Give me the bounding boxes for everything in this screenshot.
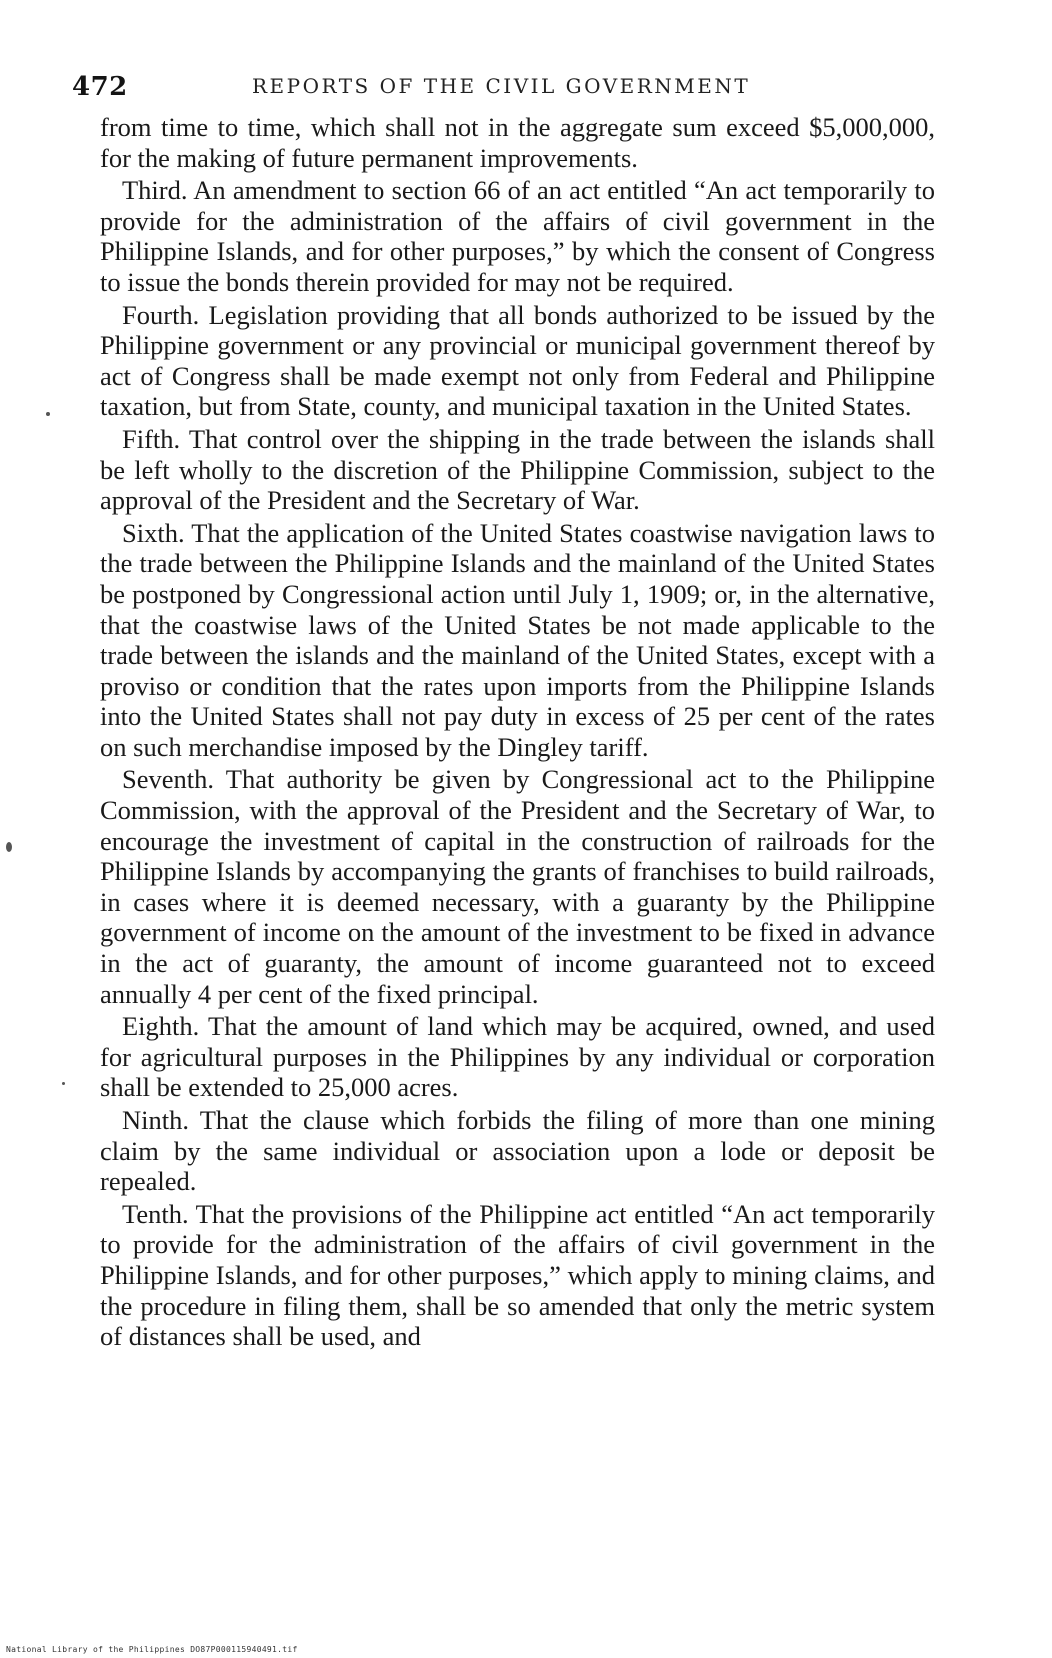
paragraph-third: Third. An amendment to section 66 of an act entitled “An act temporarily to provide for the administration of the affairs of civil government in the Philippine Islands, and for other purposes,” by which the consent of Congress to issue the bonds therein provided for may not be required. [100, 175, 935, 297]
scan-speck [6, 842, 12, 852]
running-head: REPORTS OF THE CIVIL GOVERNMENT [252, 74, 751, 98]
paragraph-fifth: Fifth. That control over the shipping in the trade between the islands shall be left wholly to the discretion of the Philippine Commission, subject to the approval of the President and the Secretary of War. [100, 423, 935, 516]
paragraph-tenth: Tenth. That the provisions of the Philippine act entitled “An act temporarily to provide for the administration of the affairs of civil government in the Philippine Islands, and for other purposes,” which apply to mining claims, and the procedure in filing them, shall be so amended that only the metric system of distances shall be used, and [100, 1198, 935, 1352]
page-header [72, 68, 932, 108]
paragraph-eighth: Eighth. That the amount of land which may be acquired, owned, and used for agricultural purposes in the Philippines by any individual or corporation shall be extended to 25,000 acres. [100, 1011, 935, 1103]
body-text [100, 112, 935, 1352]
page-number: 472 [72, 72, 128, 102]
paragraph-sixth: Sixth. That the application of the United States coastwise navigation laws to the trade between the Philippine Islands and the mainland of the United States be postponed by Congressional action until July 1, 1909; or, in the alternative, that the coastwise laws of the United States be not made applicable to the trade between the islands and the mainland of the United States, except with a proviso or condition that the rates upon imports from the Philippine Islands into the United States shall not pay duty in excess of 25 per cent of the rates on such merchandise imposed by the Dingley tariff. [100, 517, 935, 762]
paragraph-continuation: from time to time, which shall not in the aggregate sum exceed $5,000,000, for the making of future permanent improvements. [100, 112, 935, 173]
paragraph-ninth: Ninth. That the clause which forbids the filing of more than one mining claim by the same individual or association upon a lode or deposit be repealed. [100, 1105, 935, 1197]
scan-speck [62, 1082, 65, 1085]
scan-speck [46, 412, 50, 416]
scan-footer: National Library of the Philippines DO87P000115940491.tif [6, 1645, 298, 1654]
paragraph-seventh: Seventh. That authority be given by Congressional act to the Philippine Commission, with the approval of the President and the Secretary of War, to encourage the investment of capital in the construction of railroads for the Philippine Islands by accompanying the grants of franchises to build railroads, in cases where it is deemed necessary, with a guaranty by the Philippine government of income on the amount of the investment to be fixed in advance in the act of guaranty, the amount of income guaranteed not to exceed annually 4 per cent of the fixed principal. [100, 764, 935, 1009]
paragraph-fourth: Fourth. Legislation providing that all bonds authorized to be issued by the Philippine government or any provincial or municipal government thereof by act of Congress shall be made exempt not only from Federal and Philippine taxation, but from State, county, and municipal taxation in the United States. [100, 299, 935, 422]
